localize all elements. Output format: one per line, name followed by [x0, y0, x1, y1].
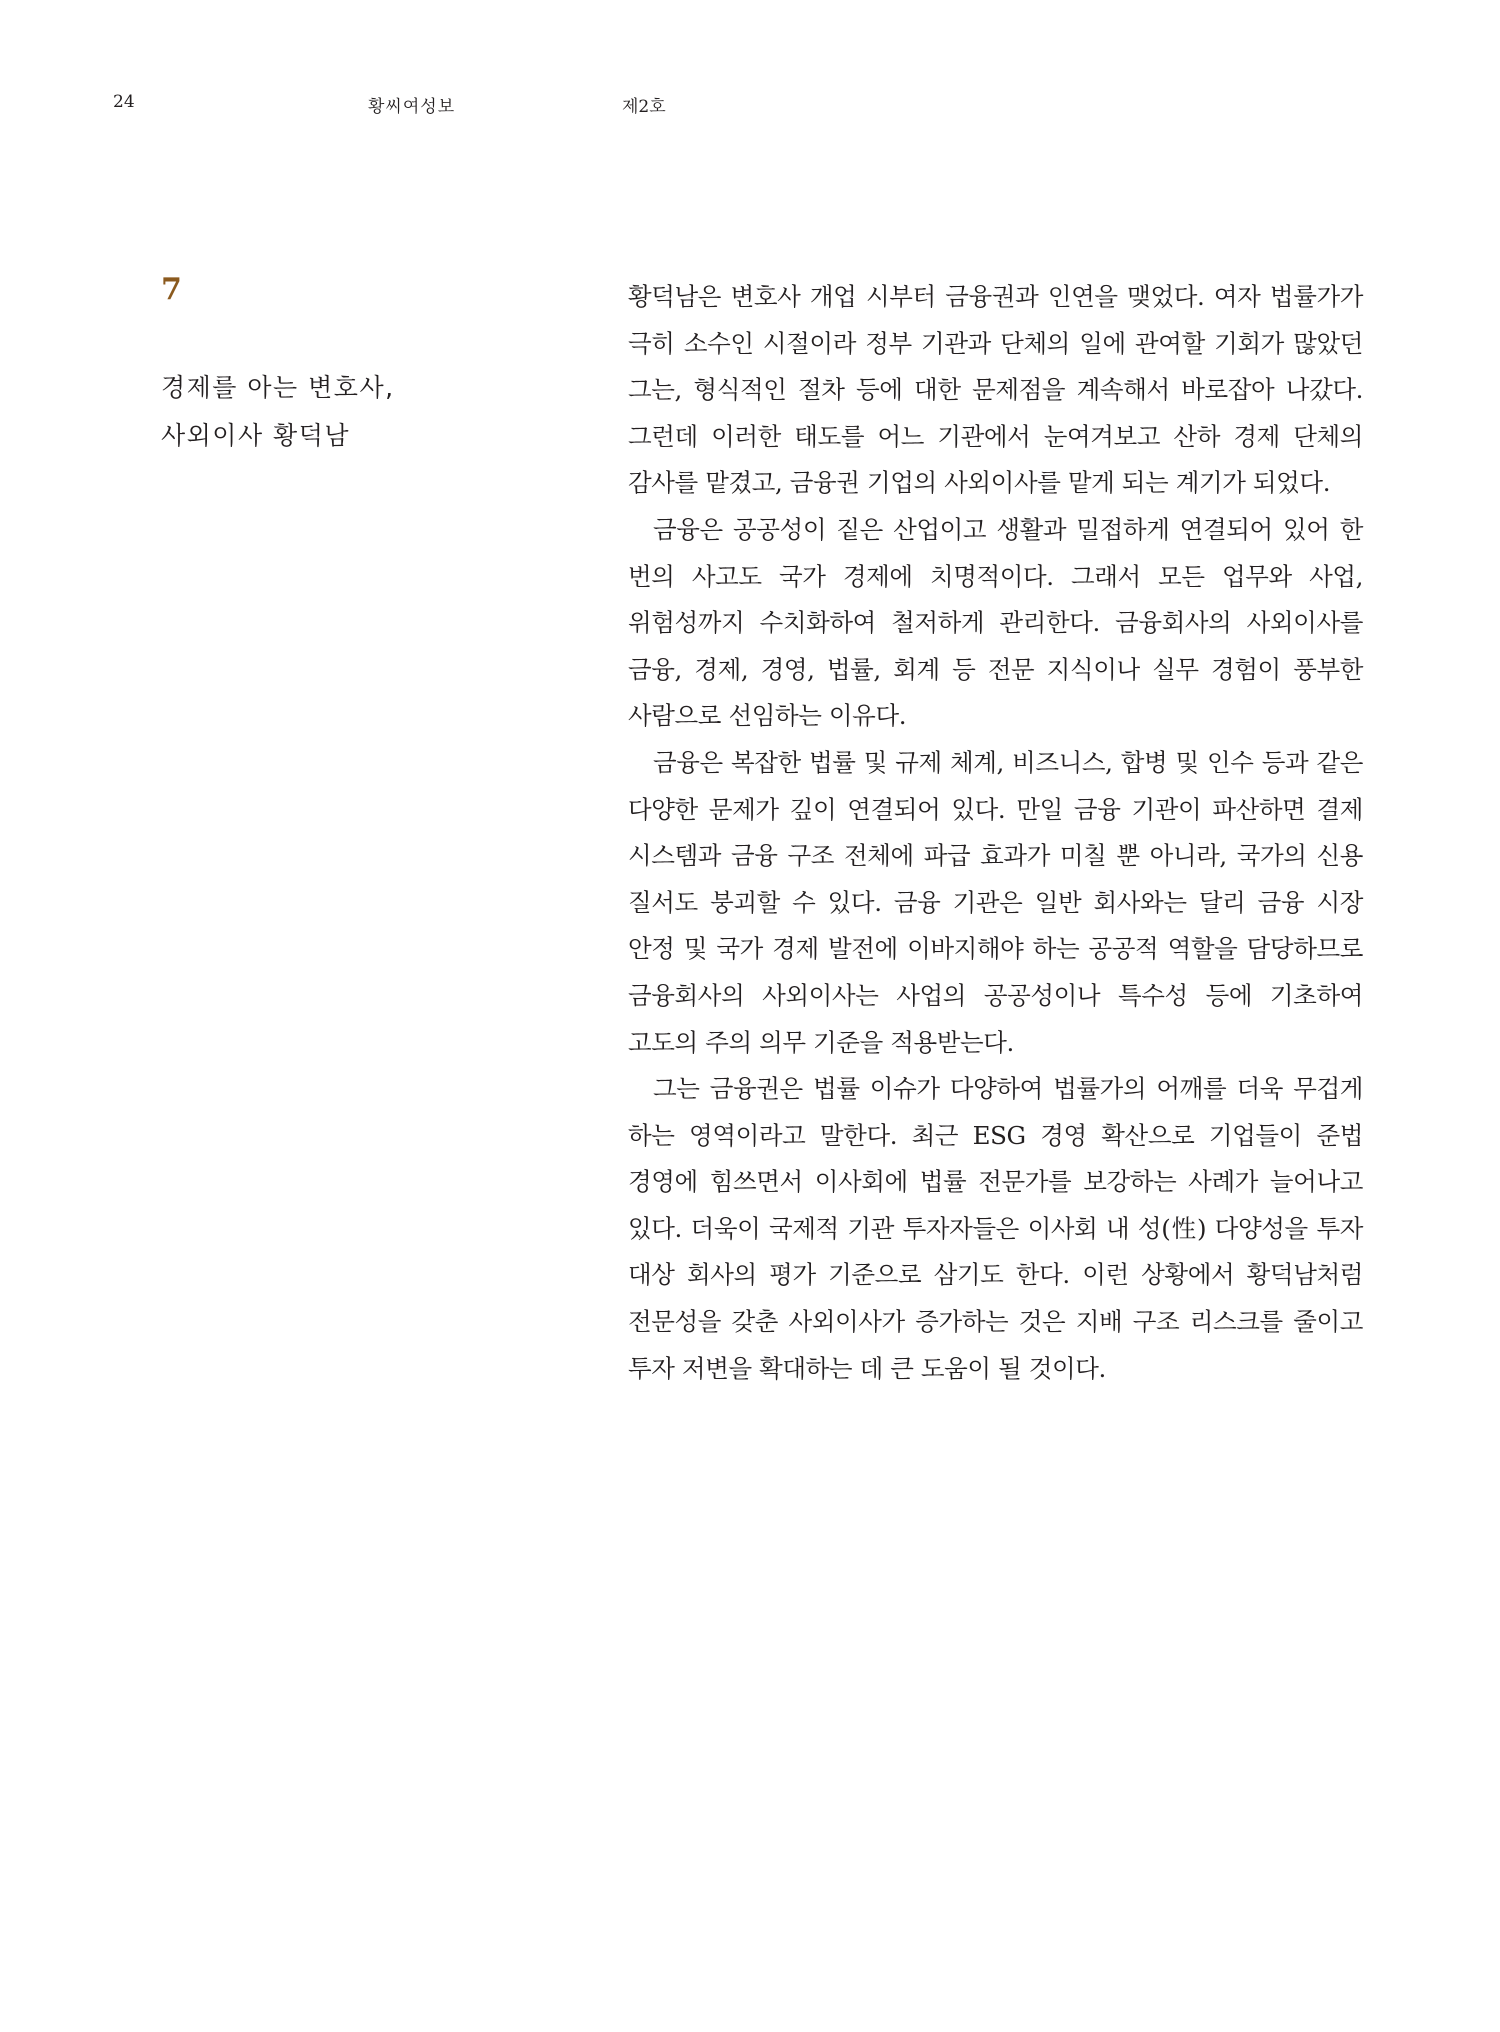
body-paragraph-3: 금융은 복잡한 법률 및 규제 체계, 비즈니스, 합병 및 인수 등과 같은 다양한 문제가 깊이 연결되어 있다. 만일 금융 기관이 파산하면 결제 시스템과 금융 구조 전체에 파급 효과가 미칠 뿐 아니라, 국가의 신용 질서도 붕괴할 수 있다. 금융 기관은 일반 회사와는 달리 금융 시장 안정 및 국가 경제 발전에 이바지해야 하는 공공적 역할을 담당하므로 금융회사의 사외이사는 사업의 공공성이나 특수성 등에 기초하여 고도의 주의 의무 기준을 적용받는다.: [628, 747, 1363, 1057]
section-number: 7: [161, 272, 182, 307]
section-title: [161, 364, 581, 460]
body-paragraph-2: 금융은 공공성이 짙은 산업이고 생활과 밀접하게 연결되어 있어 한 번의 사고도 국가 경제에 치명적이다. 그래서 모든 업무와 사업, 위험성까지 수치화하여 철저하게 관리한다. 금융회사의 사외이사를 금융, 경제, 경영, 법률, 회계 등 전문 지식이나 실무 경험이 풍부한 사람으로 선임하는 이유다.: [628, 514, 1363, 731]
publication-title: 황씨여성보: [368, 97, 456, 117]
section-title-line-1: 경제를 아는 변호사,: [161, 373, 395, 402]
issue-label: 제2호: [622, 97, 666, 117]
running-header: [0, 92, 1500, 122]
page-number: 24: [113, 92, 135, 112]
body-paragraph-4: 그는 금융권은 법률 이슈가 다양하여 법률가의 어깨를 더욱 무겁게 하는 영역이라고 말한다. 최근 ESG 경영 확산으로 기업들이 준법 경영에 힘쓰면서 이사회에 법률 전문가를 보강하는 사례가 늘어나고 있다. 더욱이 국제적 기관 투자자들은 이사회 내 성(性) 다양성을 투자 대상 회사의 평가 기준으로 삼기도 한다. 이런 상황에서 황덕남처럼 전문성을 갖춘 사외이사가 증가하는 것은 지배 구조 리스크를 줄이고 투자 저변을 확대하는 데 큰 도움이 될 것이다.: [628, 1074, 1363, 1383]
article-body: [628, 274, 1363, 1392]
body-paragraph-1: 황덕남은 변호사 개업 시부터 금융권과 인연을 맺었다. 여자 법률가가 극히 소수인 시절이라 정부 기관과 단체의 일에 관여할 기회가 많았던 그는, 형식적인 절차 등에 대한 문제점을 계속해서 바로잡아 나갔다. 그런데 이러한 태도를 어느 기관에서 눈여겨보고 산하 경제 단체의 감사를 맡겼고, 금융권 기업의 사외이사를 맡게 되는 계기가 되었다.: [628, 282, 1363, 498]
section-title-line-2: 사외이사 황덕남: [161, 421, 350, 450]
